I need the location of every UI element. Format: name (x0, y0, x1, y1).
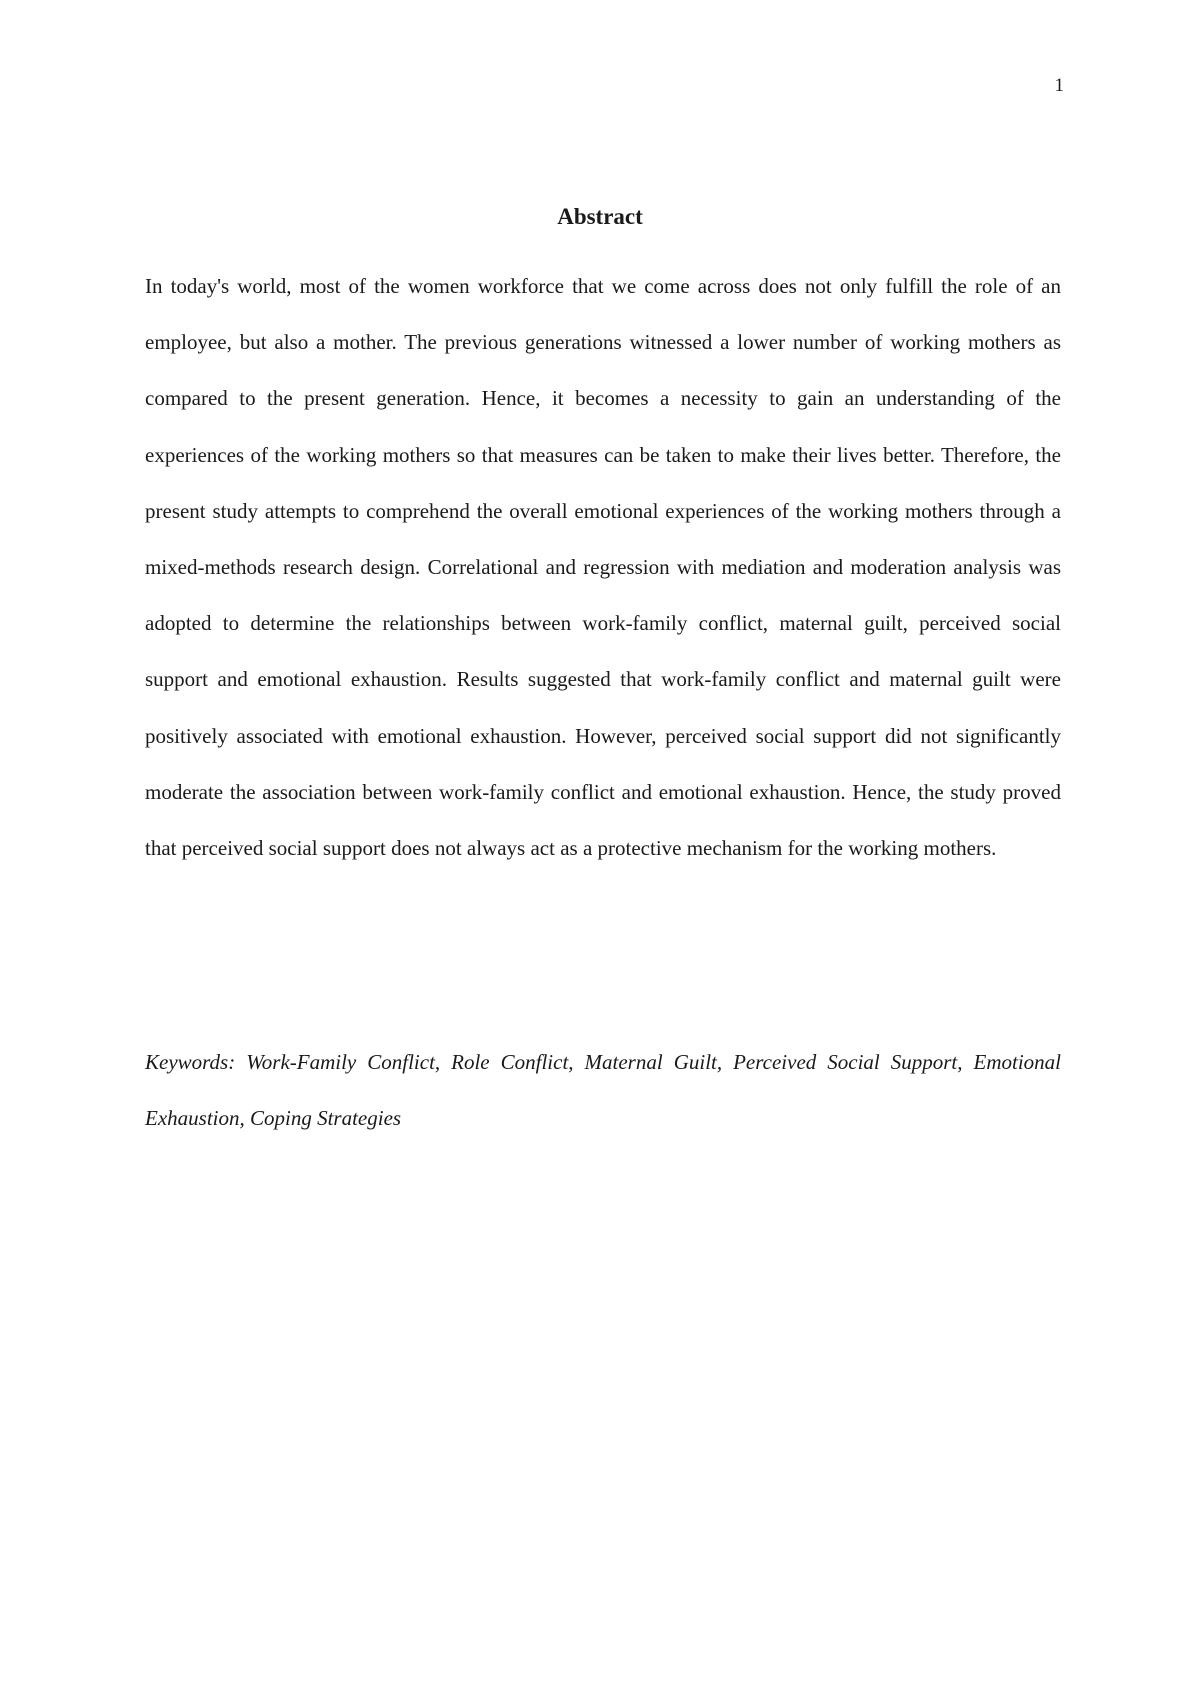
keywords-paragraph: Keywords: Work-Family Conflict, Role Conflict, Maternal Guilt, Perceived Social Support, Emotional Exhaustion, Coping Strategies (145, 1050, 1061, 1131)
page-number: 1 (1054, 75, 1064, 96)
abstract-paragraph: In today's world, most of the women workforce that we come across does not only fulfill the role of an employee, but also a mother. The previous generations witnessed a lower number of working mothers as compared to the present generation. Hence, it becomes a necessity to gain an understanding of the experiences of the working mothers so that measures can be taken to make their lives better. Therefore, the present study attempts to comprehend the overall emotional experiences of the working mothers through a mixed-methods research design. Correlational and regression with mediation and moderation analysis was adopted to determine the relationships between work-family conflict, maternal guilt, perceived social support and emotional exhaustion. Results suggested that work-family conflict and maternal guilt were positively associated with emotional exhaustion. However, perceived social support did not significantly moderate the association between work-family conflict and emotional exhaustion. Hence, the study proved that perceived social support does not always act as a protective mechanism for the working mothers. (145, 274, 1061, 861)
page-title: Abstract (557, 204, 643, 229)
